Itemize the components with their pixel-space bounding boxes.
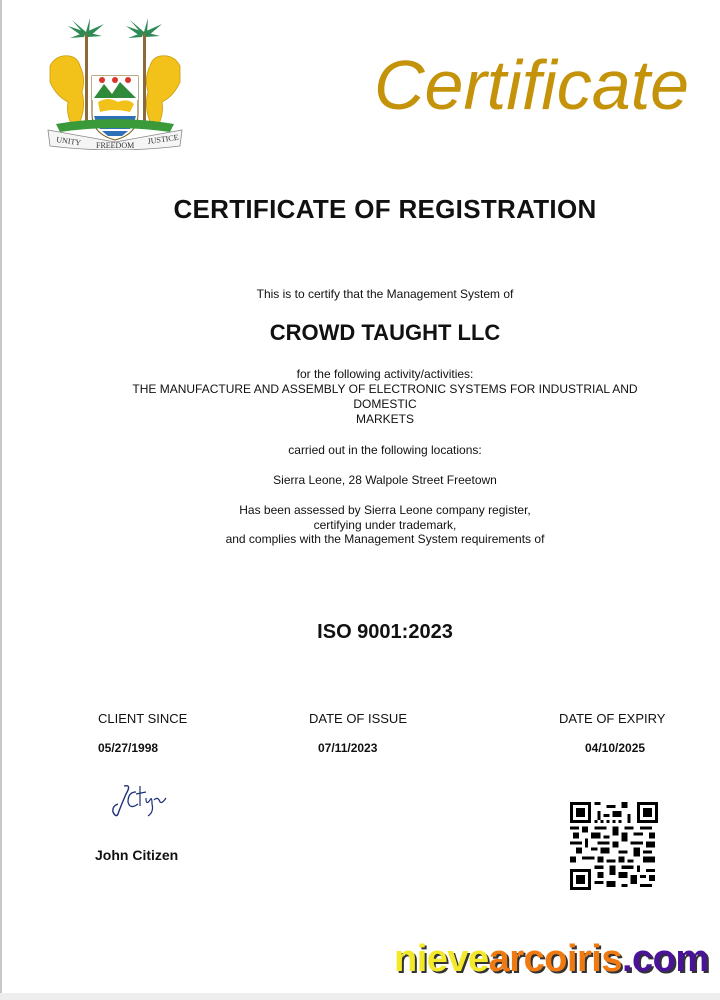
activity-line-2: DOMESTIC (353, 397, 417, 411)
bottom-strip (0, 993, 720, 1000)
svg-text:UNITY: UNITY (55, 135, 82, 148)
date-of-issue-value: 07/11/2023 (318, 741, 378, 755)
client-since-label: CLIENT SINCE (98, 711, 188, 726)
signature-icon (110, 782, 170, 822)
watermark (394, 940, 709, 978)
date-of-expiry-value: 04/10/2025 (585, 741, 646, 755)
company-name: CROWD TAUGHT LLC (269, 320, 501, 345)
watermark-part-3: .com (621, 938, 709, 980)
intro-text: This is to certify that the Management System of (256, 287, 514, 301)
assessment-line-2: certifying under trademark, (313, 518, 457, 532)
svg-text:JUSTICE: JUSTICE (147, 132, 180, 146)
page-title: CERTIFICATE OF REGISTRATION (173, 194, 597, 224)
activity-line-3: MARKETS (355, 412, 414, 426)
locations-intro: carried out in the following locations: (288, 443, 482, 457)
qr-code-icon[interactable] (568, 802, 660, 890)
activity-intro: for the following activity/activities: (296, 367, 474, 381)
date-of-issue-label: DATE OF ISSUE (309, 711, 407, 726)
iso-standard: ISO 9001:2023 (317, 621, 453, 643)
watermark-part-2: arcoiris (488, 938, 622, 980)
svg-text:FREEDOM: FREEDOM (96, 141, 135, 150)
signer-name: John Citizen (95, 847, 179, 863)
activity-line-1: THE MANUFACTURE AND ASSEMBLY OF ELECTRONIC SYSTEMS FOR INDUSTRIAL AND (132, 382, 638, 396)
location-address: Sierra Leone, 28 Walpole Street Freetown (273, 473, 497, 487)
certificate-title: Certificate (374, 46, 690, 124)
coat-of-arms-icon (42, 18, 188, 150)
client-since-value: 05/27/1998 (98, 741, 159, 755)
date-of-expiry-label: DATE OF EXPIRY (559, 711, 666, 726)
watermark-part-1: nieve (394, 938, 489, 980)
assessment-line-1: Has been assessed by Sierra Leone company register, (239, 503, 531, 517)
assessment-line-3: and complies with the Management System requirements of (225, 532, 545, 546)
